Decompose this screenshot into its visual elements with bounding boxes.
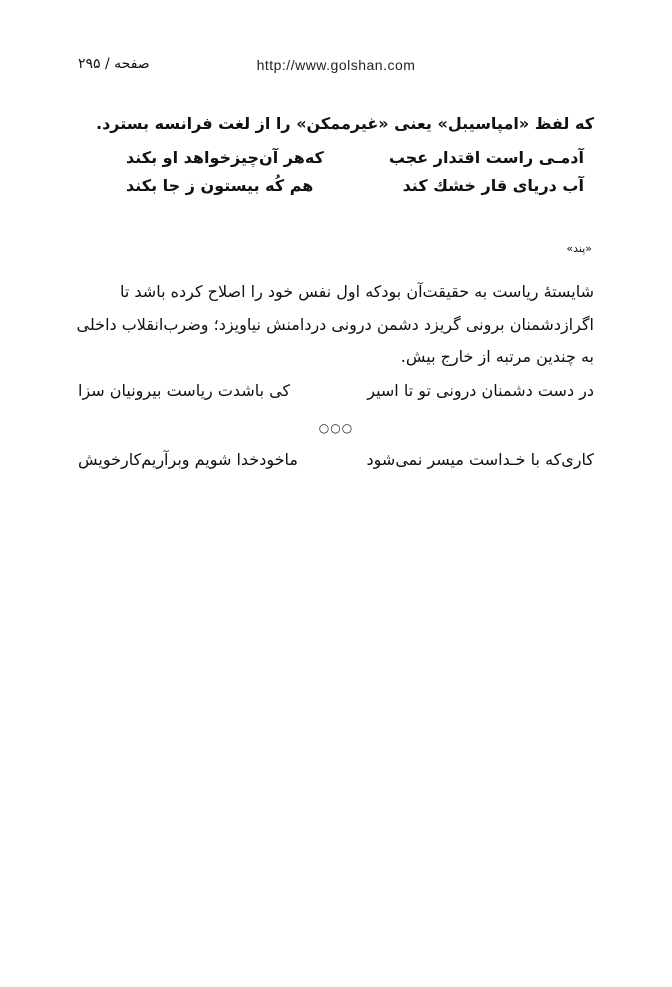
verse-1-first-hemistich: آدمـی راست اقتدار عجب xyxy=(388,148,584,167)
paragraph-line-2: اگرازدشمنان برونی گریزد دشمن درونی دردامنش نیاویزد؛ وضرب‌انقلاب داخلی xyxy=(76,315,594,334)
header-url: http://www.golshan.com xyxy=(256,57,416,73)
verse-4-first-hemistich: کاری‌که با خـداست میسر نمی‌شود xyxy=(366,450,594,469)
verse-2-second-hemistich: هم کُه بیستون ز جا بکند xyxy=(126,176,314,195)
verse-4 xyxy=(78,450,594,474)
verse-4-second-hemistich: ماخودخدا شویم وبرآریم‌کارخویش xyxy=(78,450,298,469)
verse-2-first-hemistich: آب دریای قار خشك كند xyxy=(402,176,584,195)
verse-2 xyxy=(78,176,594,200)
paragraph-line-1: شایستهٔ ریاست به حقیقت‌آن بودکه اول نفس خود را اصلاح کرده باشد تا xyxy=(119,282,594,301)
intro-line: که لفظ «امپاسیبل» یعنی «غیرممکن» را از لغت فرانسه بسترد. xyxy=(96,114,594,133)
section-reference-mark: «پند» xyxy=(566,242,592,255)
verse-1 xyxy=(78,148,594,172)
section-separator: ○○○ xyxy=(318,421,354,435)
verse-3-first-hemistich: در دست دشمنان درونی تو تا اسیر xyxy=(367,381,594,400)
verse-3-second-hemistich: کی باشدت ریاست بیرونیان سزا xyxy=(78,381,291,400)
page-number: صفحه / ۲۹۵ xyxy=(78,56,150,72)
paragraph-line-3: به چندین مرتبه از خارج بیش. xyxy=(400,347,594,366)
verse-1-second-hemistich: که‌هر آن‌چیزخواهد او بکند xyxy=(126,148,324,167)
verse-3 xyxy=(78,381,594,405)
